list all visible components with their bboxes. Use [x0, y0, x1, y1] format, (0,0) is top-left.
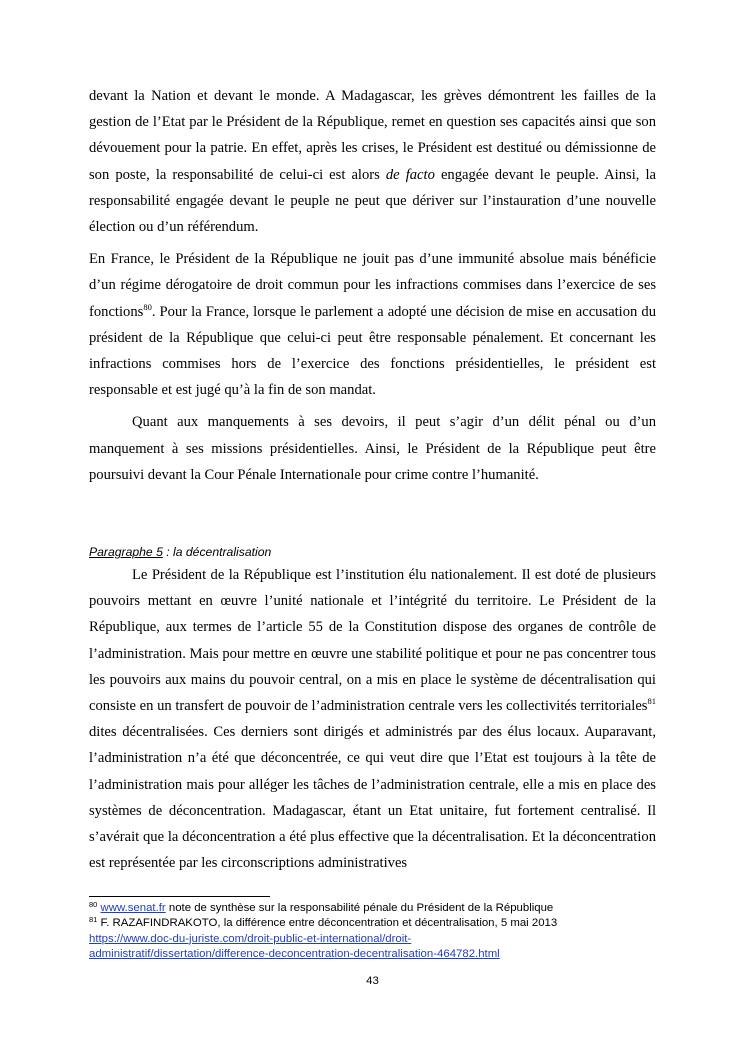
page-number: 43	[366, 975, 379, 987]
footnote-separator	[89, 896, 270, 897]
footnotes	[89, 896, 689, 962]
footnote-ref-81[interactable]: 81	[647, 696, 656, 707]
footnote-81-url-continued	[89, 947, 689, 962]
footnote-number: 81	[89, 915, 98, 925]
document-body	[89, 83, 656, 876]
footnote-80: $^{80}$ www.senat.fr note de synthèse sur la responsabilité pénale du Président de la République	[89, 900, 554, 914]
paragraph-3: Quant aux manquements à ses devoirs, il peut s’agir d’un délit pénal ou d’un manquement à ses missions présidentielles. Ainsi, le Président de la République peut être poursuivi devant la Cour Pénale Internationale pour crime contre l’humanité.	[89, 414, 656, 483]
footnote-number: 80	[89, 900, 98, 909]
doc-du-juriste-link-line-1[interactable]: https://www.doc-du-juriste.com/droit-public-et-international/droit-	[89, 932, 412, 945]
doc-du-juriste-link-line-2[interactable]: administratif/dissertation/difference-deconcentration-decentralisation-464782.html	[89, 947, 500, 960]
footnote-ref-80[interactable]: 80	[143, 301, 152, 312]
senat-link[interactable]: www.senat.fr	[100, 902, 166, 914]
section-heading	[89, 542, 656, 562]
latin-phrase: de facto	[385, 166, 435, 183]
section-heading-label: Paragraphe 5	[89, 545, 163, 560]
section-heading-title: : la décentralisation	[162, 545, 272, 560]
footnote-81: $^{81}$ F. RAZAFINDRAKOTO, la différence entre déconcentration et décentralisation, 5 mai 2013	[89, 915, 558, 930]
paragraph-2: En France, le Président de la République ne jouit pas d’une immunité absolue mais bénéficie d’un régime dérogatoire de droit commun pour les infractions commises dans l’exercice de ses fonctions$^{80}$. Pour la France, lorsque le parlement a adopté une décision de mise en accusation du président de la République que celui-ci peut être responsable pénalement. Et concernant les infractions commises hors de l’exercice des fonctions présidentielles, le président est responsable et est jugé qu’à la fin de son mandat.	[89, 251, 656, 399]
paragraph-4: Le Président de la République est l’institution élu nationalement. Il est doté de plusieurs pouvoirs mettant en œuvre l’unité nationale et l’intégrité du territoire. Le Président de la République, aux termes de l’article 55 de la Constitution dispose des organes de contrôle de l’administration. Mais pour mettre en œuvre une stabilité politique et pour ne pas concentrer tous les pouvoirs aux mains du pouvoir central, on a mis en place le système de décentralisation qui consiste en un transfert de pouvoir de l’administration centrale vers les collectivités territoriales$^{81}$ dites décentralisées. Ces derniers sont dirigés et administrés par des élus locaux. Auparavant, l’administration n’a été que déconcentrée, ce qui veut dire que l’Etat est toujours à la tête de l’administration mais pour alléger les tâches de l’administration centrale, elle a mis en place des systèmes de déconcentration. Madagascar, étant un Etat unitaire, fut fortement centralisé. Il s’avérait que la déconcentration a été plus effective que la décentralisation. Et la déconcentration est représentée par les circonscriptions administratives	[89, 567, 656, 872]
paragraph-1: devant la Nation et devant le monde. A Madagascar, les grèves démontrent les failles de la gestion de l’Etat par le Président de la République, remet en question ses capacités ainsi que son dévouement pour la patrie. En effet, après les crises, le Président est destitué ou démissionne de son poste, la responsabilité de celui-ci est alors de facto engagée devant le peuple. Ainsi, la responsabilité engagée devant le peuple ne peut que dériver sur l’instauration d’une nouvelle élection ou d’un référendum.	[89, 88, 657, 236]
footnote-81-url	[89, 932, 689, 947]
